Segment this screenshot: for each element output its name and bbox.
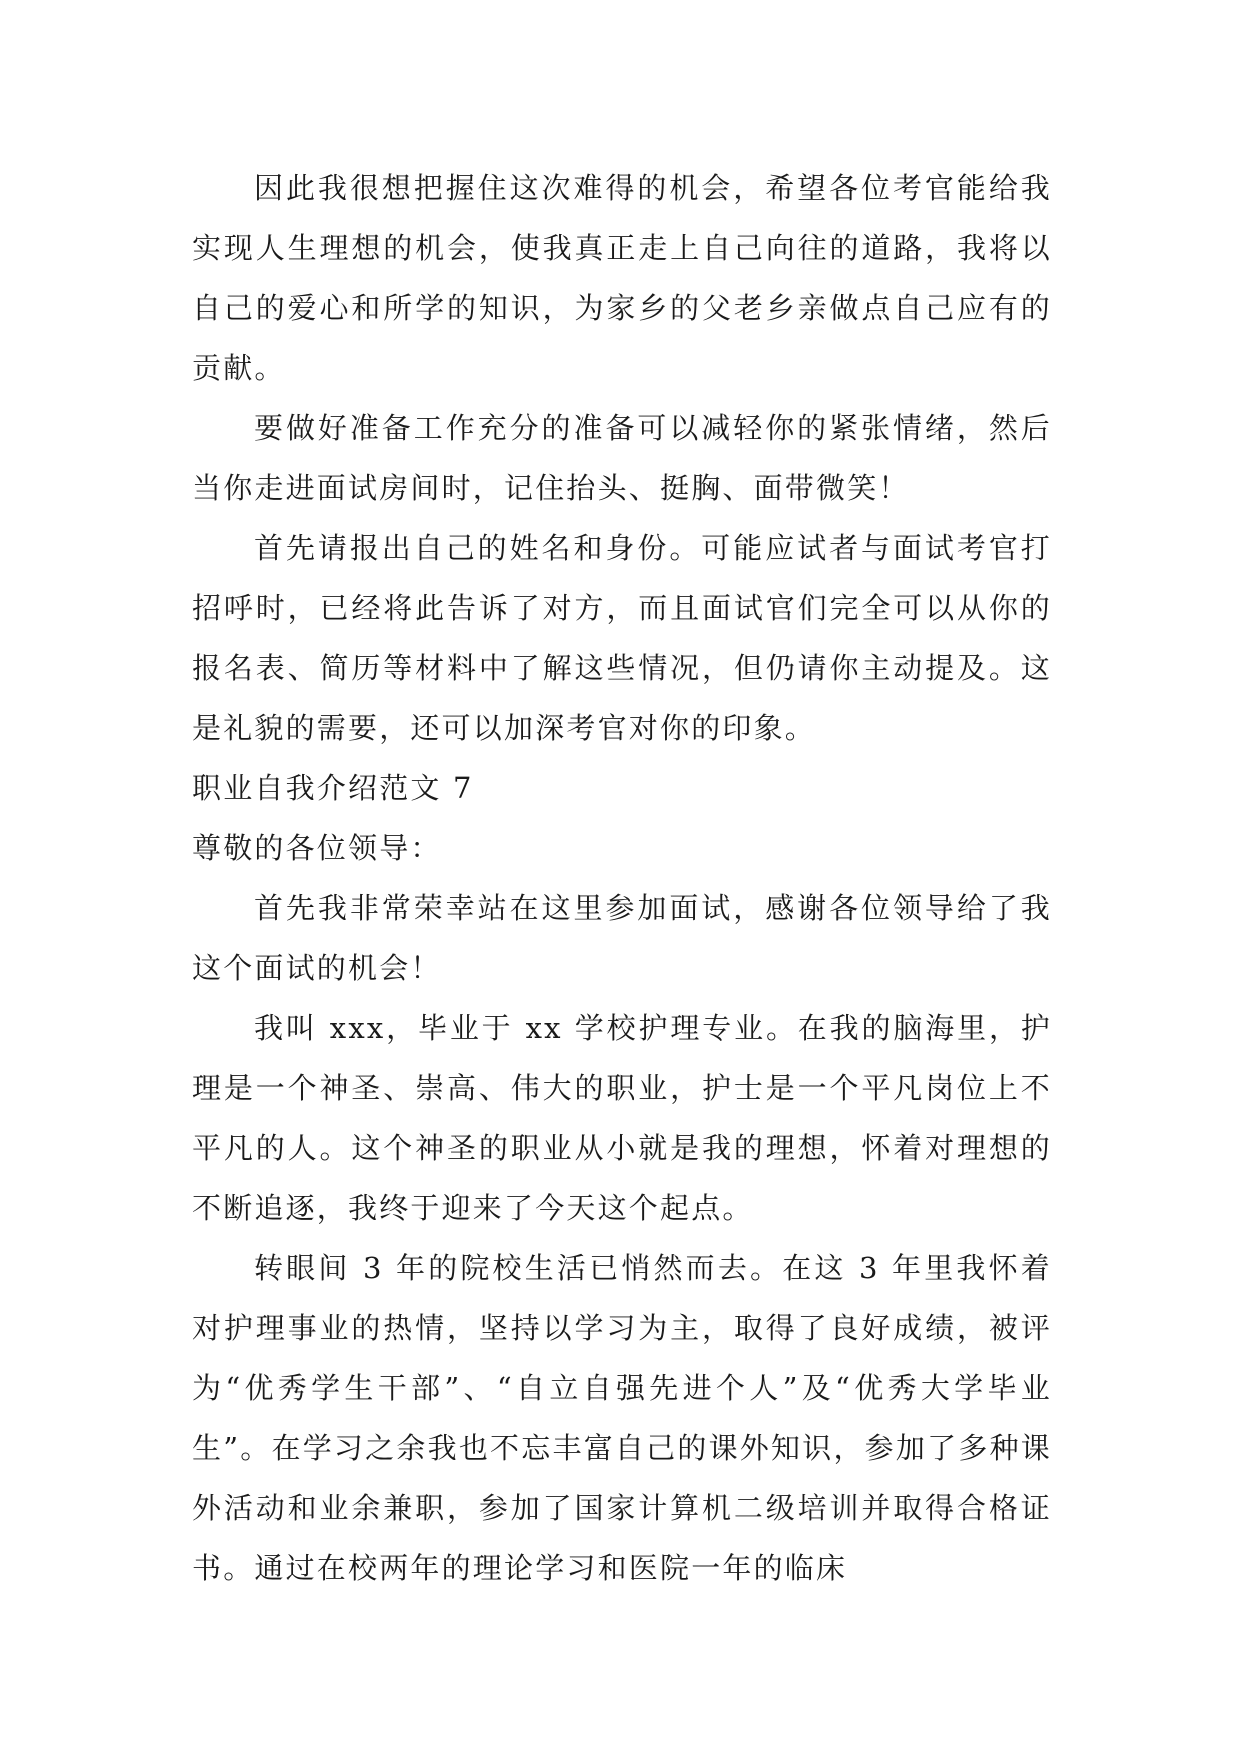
paragraph-thanks: 首先我非常荣幸站在这里参加面试，感谢各位领导给了我这个面试的机会！ (192, 891, 1052, 985)
document-body (192, 158, 1052, 1598)
paragraph-preparation: 要做好准备工作充分的准备可以减轻你的紧张情绪，然后当你走进面试房间时，记住抬头、挺胸、面带微笑！ (192, 411, 1052, 505)
paragraph-self-intro: 我叫 xxx，毕业于 xx 学校护理专业。在我的脑海里，护理是一个神圣、崇高、伟大的职业，护士是一个平凡岗位上不平凡的人。这个神圣的职业从小就是我的理想，怀着对理想的不断追逐，我终于迎来了今天这个起点。 (192, 1011, 1052, 1225)
paragraph-school-life: 转眼间 3 年的院校生活已悄然而去。在这 3 年里我怀着对护理事业的热情，坚持以学习为主，取得了良好成绩，被评为“优秀学生干部”、“自立自强先进个人”及“优秀大学毕业生”。在学习之余我也不忘丰富自己的课外知识，参加了多种课外活动和业余兼职，参加了国家计算机二级培训并取得合格证书。通过在校两年的理论学习和医院一年的临床 (192, 1251, 1052, 1585)
salutation: 尊敬的各位领导： (192, 831, 442, 865)
section-title: 职业自我介绍范文 7 (192, 771, 474, 805)
paragraph-introduce-name: 首先请报出自己的姓名和身份。可能应试者与面试考官打招呼时，已经将此告诉了对方，而且面试官们完全可以从你的报名表、简历等材料中了解这些情况，但仍请你主动提及。这是礼貌的需要，还可以加深考官对你的印象。 (192, 531, 1052, 745)
paragraph-opportunity: 因此我很想把握住这次难得的机会，希望各位考官能给我实现人生理想的机会，使我真正走上自己向往的道路，我将以自己的爱心和所学的知识，为家乡的父老乡亲做点自己应有的贡献。 (192, 171, 1052, 385)
